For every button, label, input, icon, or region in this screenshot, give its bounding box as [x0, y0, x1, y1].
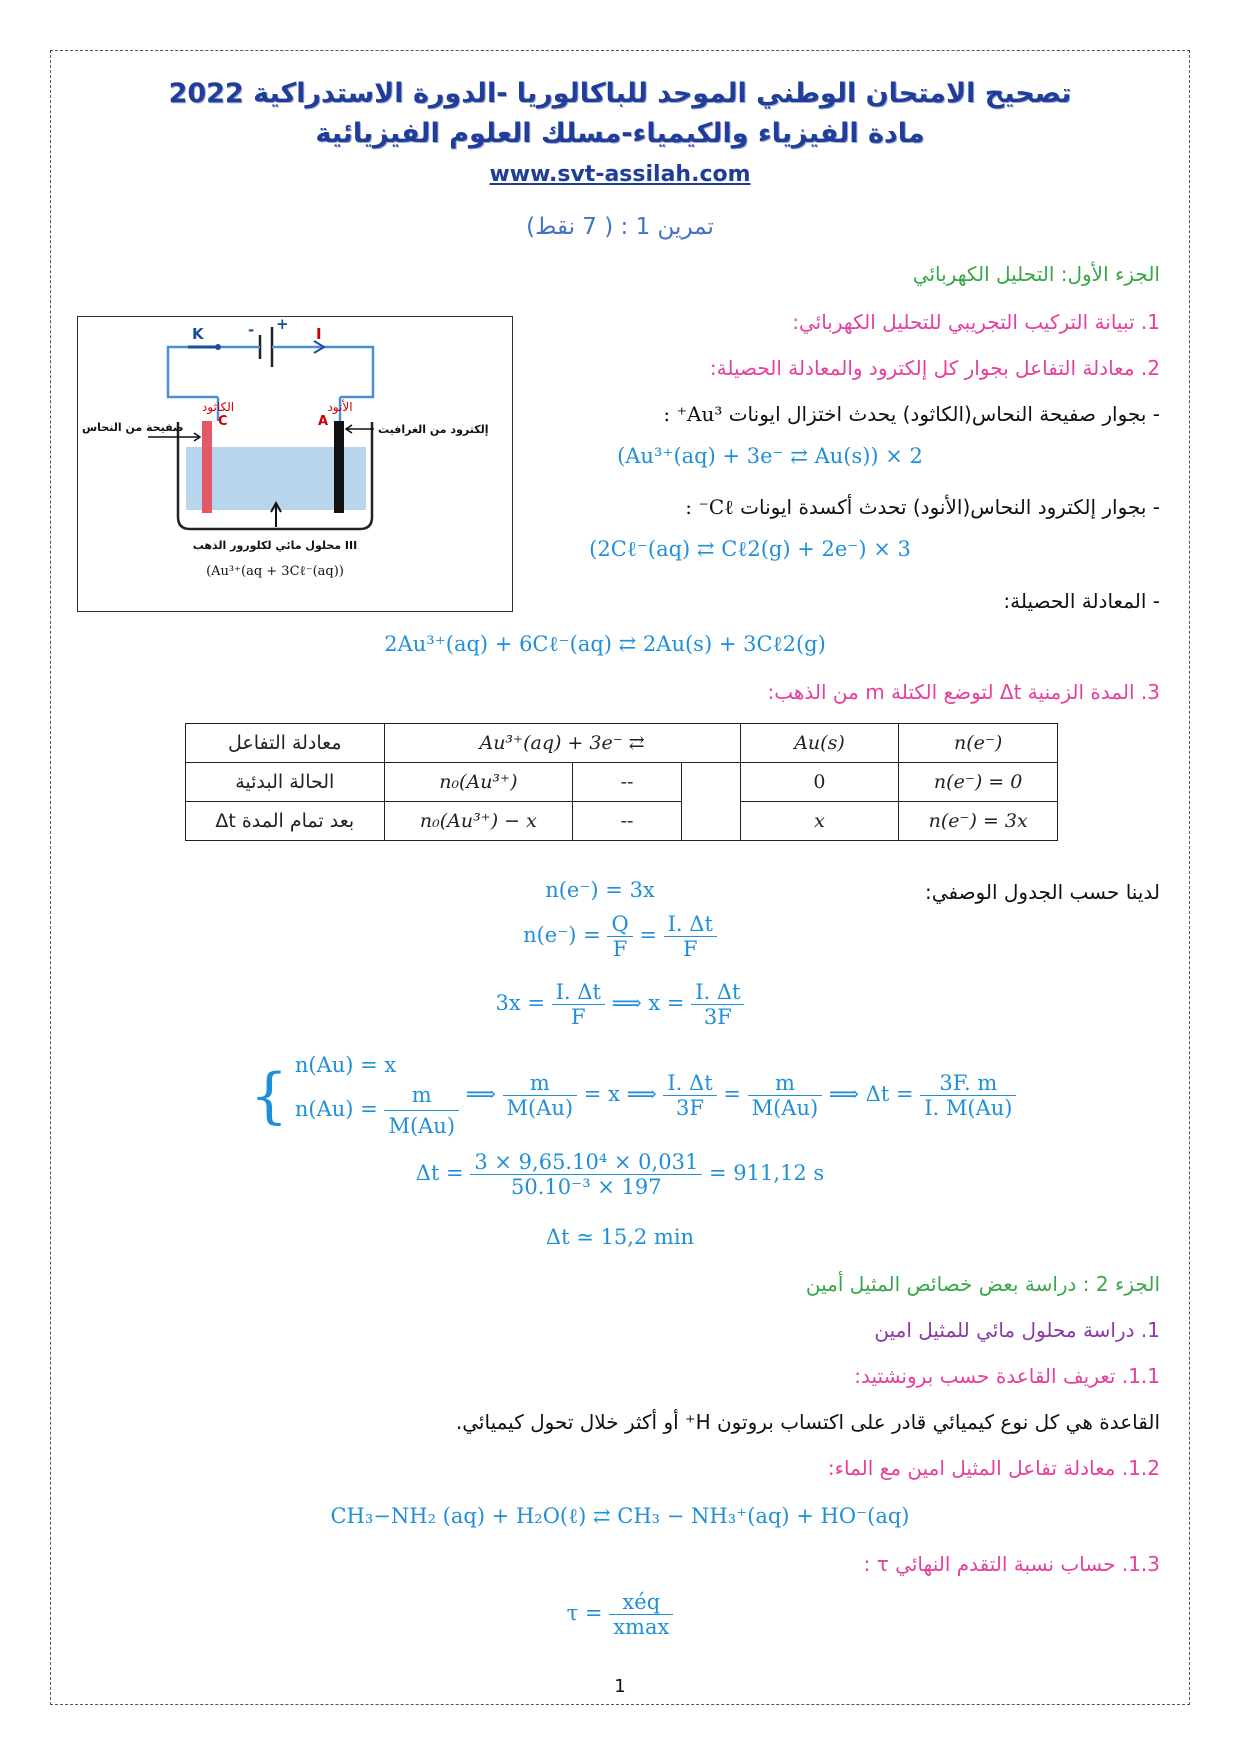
table-cell-empty: [681, 763, 740, 841]
calc-text: 3x =: [495, 991, 545, 1015]
electrolysis-diagram: [77, 316, 513, 612]
graphite-label: إلكترود من الغرافيت: [378, 423, 489, 436]
label-i: I: [316, 325, 322, 343]
calc-text: n(Au) =: [294, 1097, 378, 1121]
anode-ion: Cℓ⁻ :: [685, 495, 734, 519]
title-line2: مادة الفيزياء والكيمياء-مسلك العلوم الفيزيائية: [315, 118, 925, 149]
table-cell: Au³⁺(aq) + 3e⁻ ⇄: [384, 724, 740, 763]
fraction-denominator: xmax: [613, 1615, 670, 1639]
global-equation: 2Au³⁺(aq) + 6Cℓ⁻(aq) ⇄ 2Au(s) + 3Cℓ2(g): [384, 632, 826, 656]
title-line1: تصحيح الامتحان الوطني الموحد للباكالوريا -الدورة الاستدراكية 2022: [168, 78, 1072, 109]
anode-text: - بجوار إلكترود النحاس(الأنود) تحدث أكسدة ايونات: [733, 495, 1160, 519]
anode-line: [685, 495, 1160, 520]
calc-text: = 911,12 s: [709, 1161, 825, 1185]
calc-text: τ =: [566, 1601, 603, 1625]
table-row: [186, 802, 1058, 841]
graphite-electrode: [334, 421, 344, 513]
calc-text: n(e⁻) =: [523, 923, 601, 947]
question-1: 1. تبيانة التركيب التجريبي للتحليل الكهربائي:: [792, 310, 1160, 334]
cathode-line: [663, 402, 1160, 426]
fraction-denominator: 3F: [703, 1005, 732, 1029]
global-label: - المعادلة الحصيلة:: [1003, 589, 1160, 613]
fraction-denominator: M(Au): [751, 1096, 819, 1120]
system-line-a: n(Au) = x: [294, 1053, 397, 1077]
copper-plate: [202, 421, 212, 513]
calc-intro: لدينا حسب الجدول الوصفي:: [925, 880, 1160, 904]
fraction-numerator: Q: [607, 912, 632, 937]
table-cell: الحالة البدئية: [186, 763, 385, 802]
table-cell: n(e⁻) = 3x: [899, 802, 1058, 841]
cathode-text: - بجوار صفيحة النحاس(الكاثود) يحدث اختزال ايونات: [722, 402, 1160, 426]
cathode-equation: (Au³⁺(aq) + 3e⁻ ⇄ Au(s)) × 2: [617, 444, 923, 468]
question-1-1: 1.1. تعريف القاعدة حسب برونشتيد:: [854, 1364, 1160, 1388]
solution-formula: (Au³⁺(aq + 3Cℓ⁻(aq)): [206, 564, 344, 579]
base-definition: القاعدة هي كل نوع كيميائي قادر على اكتساب بروتون H⁺ أو أكثر خلال تحول كيميائي.: [455, 1410, 1160, 1434]
table-cell: معادلة التفاعل: [186, 724, 385, 763]
anode-label: الأنود: [327, 400, 353, 414]
cathode-letter: C: [218, 414, 228, 429]
implies-icon: ⟹: [465, 1082, 496, 1106]
equation-1-2: CH₃−NH₂ (aq) + H₂O(ℓ) ⇄ CH₃ − NH₃⁺(aq) + HO⁻(aq): [330, 1504, 910, 1528]
fraction-denominator: F: [571, 1005, 586, 1029]
table-cell: n(e⁻) = 0: [899, 763, 1058, 802]
question-1-2: 1.2. معادلة تفاعل المثيل امين مع الماء:: [827, 1456, 1160, 1480]
calc-approx: Δt ≃ 15,2 min: [545, 1225, 695, 1249]
fraction-numerator: 3F. m: [920, 1071, 1016, 1096]
brace-icon: {: [250, 1060, 289, 1131]
part2-heading: الجزء 2 : دراسة بعض خصائص المثيل أمين: [805, 1272, 1160, 1296]
calc-text: ⟹ x =: [611, 991, 685, 1015]
fraction-numerator: 3 × 9,65.10⁴ × 0,031: [470, 1150, 702, 1175]
table-cell: --: [573, 802, 682, 841]
anode-letter: A: [318, 414, 329, 429]
website-link[interactable]: www.svt-assilah.com: [489, 162, 751, 187]
calc-text: = x ⟹: [583, 1082, 657, 1106]
fraction-denominator: F: [612, 937, 628, 961]
part1-heading: الجزء الأول: التحليل الكهربائي: [912, 262, 1160, 286]
fraction-denominator: 50.10⁻³ × 197: [511, 1175, 662, 1199]
calc-line3: [0, 980, 1240, 1029]
fraction-numerator: I. Δt: [552, 980, 605, 1005]
cathode-ion: Au³⁺ :: [663, 402, 723, 426]
table-cell: بعد تمام المدة Δt: [186, 802, 385, 841]
solution-label: محلول مائي لكلورور الذهب III: [192, 539, 358, 552]
calc-text: ⟹ Δt =: [828, 1082, 914, 1106]
fraction-numerator: I. Δt: [664, 912, 717, 937]
calc-text: Δt =: [415, 1161, 464, 1185]
label-k: K: [192, 325, 204, 343]
calc-line1: n(e⁻) = 3x: [545, 878, 655, 902]
table-cell: x: [740, 802, 899, 841]
section-1: 1. دراسة محلول مائي للمثيل امين: [874, 1318, 1160, 1342]
fraction-numerator: I. Δt: [663, 1071, 716, 1096]
question-3: 3. المدة الزمنية Δt لتوضع الكتلة m من الذهب:: [767, 680, 1160, 704]
table-cell: Au(s): [740, 724, 899, 763]
table-cell: n₀(Au³⁺): [384, 763, 573, 802]
table-cell: --: [573, 763, 682, 802]
fraction-numerator: m: [748, 1071, 823, 1096]
question-2: 2. معادلة التفاعل بجوار كل إلكترود والمعادلة الحصيلة:: [709, 356, 1160, 380]
fraction-denominator: M(Au): [506, 1096, 574, 1120]
anode-equation: (2Cℓ⁻(aq) ⇄ Cℓ2(g) + 2e⁻) × 3: [589, 537, 911, 561]
table-cell: 0: [740, 763, 899, 802]
question-1-3: 1.3. حساب نسبة التقدم النهائي τ :: [863, 1552, 1160, 1576]
label-plus: +: [276, 317, 289, 333]
fraction-numerator: m: [503, 1071, 578, 1096]
fraction-denominator: F: [682, 937, 698, 961]
fraction-numerator: m: [384, 1080, 459, 1111]
fraction-numerator: xéq: [609, 1590, 673, 1615]
table-cell: n(e⁻): [899, 724, 1058, 763]
calc-numeric: [0, 1150, 1240, 1199]
fraction-numerator: I. Δt: [691, 980, 744, 1005]
cathode-label: الكاثود: [201, 400, 235, 414]
fraction-denominator: I. M(Au): [924, 1096, 1013, 1120]
tau-formula: [0, 1590, 1240, 1639]
fraction-denominator: 3F: [676, 1096, 704, 1120]
fraction-denominator: M(Au): [388, 1114, 456, 1138]
label-minus: -: [248, 321, 255, 339]
calc-system: { n(Au) = x n(Au) = $\frac{m}{M(Au)}$ ⟹ $\frac{m}{M(Au)}$ = x ⟹ $\frac{I. \Delta t}{3F}$ = $\frac{m}{M(Au)}$ ⟹ Δt = $\frac{3F. m}{I. M(Au)}$: [250, 1050, 1010, 1141]
table-header-row: [186, 724, 1058, 763]
page-number: 1: [614, 1676, 626, 1697]
progress-table: [185, 723, 1058, 841]
exercise-title: تمرين 1 : ( 7 نقط): [526, 214, 714, 240]
electrolysis-svg: [78, 317, 512, 611]
copper-plate-label: صفيحة من النحاس: [82, 421, 184, 434]
table-cell: n₀(Au³⁺) − x: [384, 802, 573, 841]
table-row: [186, 763, 1058, 802]
calc-line2: n(e⁻) = $\frac{Q}{F}$ = $\frac{I. \Delta t}{F}$: [0, 912, 1240, 961]
